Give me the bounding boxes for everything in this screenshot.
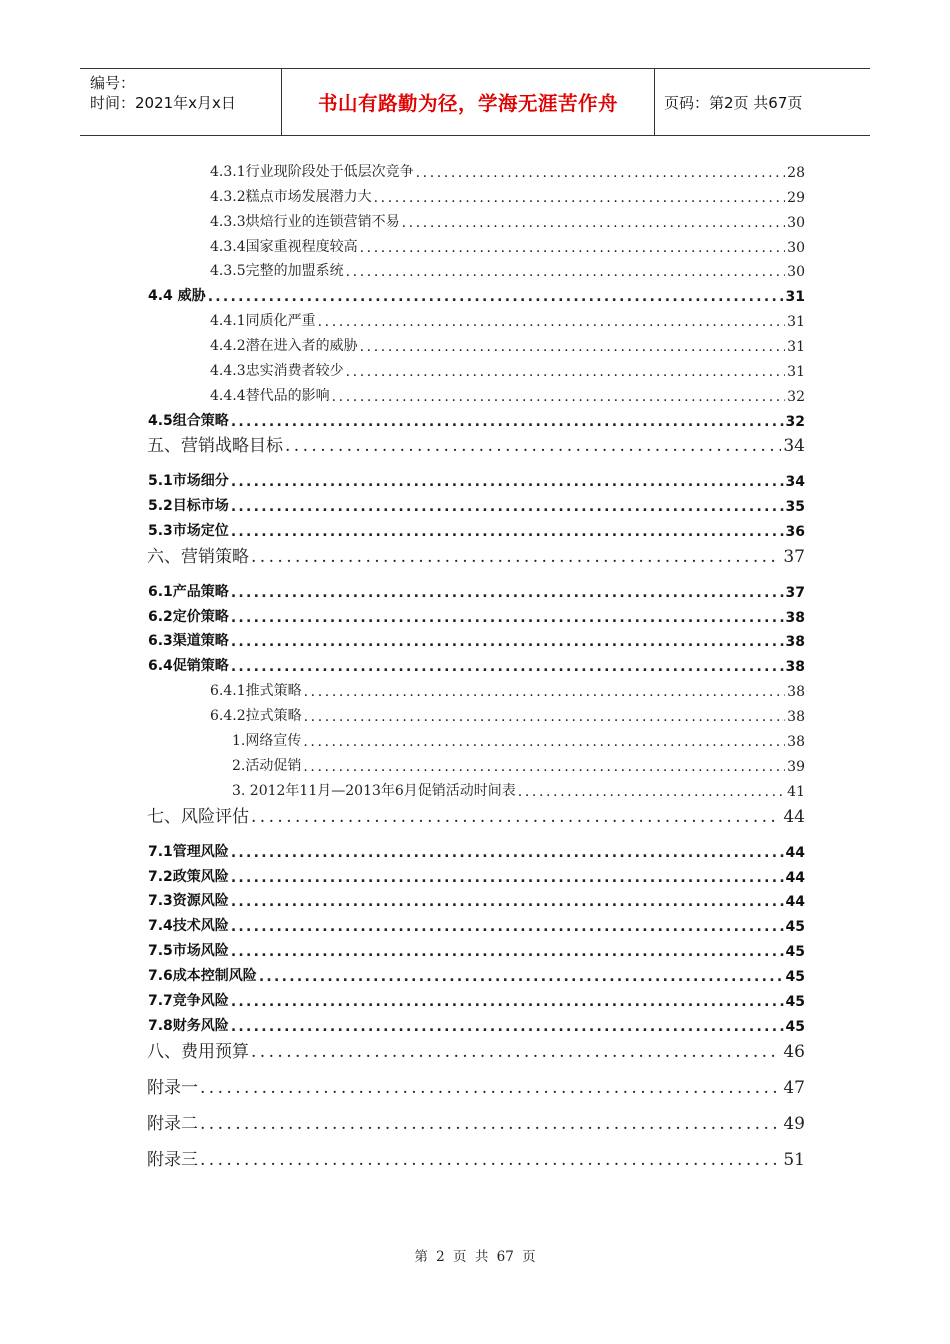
toc-leader-dots	[332, 389, 786, 405]
toc-leader-dots	[251, 547, 781, 567]
toc-entry-title: 7.3资源风险	[148, 893, 229, 909]
page-footer: 第 2 页 共 67 页	[414, 1249, 536, 1265]
toc-entry-title: 1.网络宣传	[232, 733, 302, 749]
toc-entry[interactable]	[148, 917, 805, 935]
toc-entry[interactable]	[148, 632, 805, 650]
toc-entry-page: 38	[785, 634, 805, 650]
toc-entry-page: 45	[785, 919, 805, 935]
toc-leader-dots	[200, 1150, 781, 1170]
toc-entry-title: 4.3.2糕点市场发展潜力大	[210, 189, 372, 205]
toc-entry[interactable]	[232, 732, 805, 750]
toc-entry[interactable]	[210, 682, 805, 700]
header-motto: 书山有路勤为径，学海无涯苦作舟	[317, 92, 618, 115]
toc-leader-dots	[208, 289, 784, 305]
toc-leader-dots	[231, 894, 784, 910]
toc-leader-dots	[304, 709, 786, 725]
toc-entry[interactable]	[210, 707, 805, 725]
toc-entry[interactable]	[148, 472, 805, 490]
toc-entry[interactable]	[232, 782, 805, 800]
toc-entry[interactable]	[148, 412, 805, 430]
toc-entry-title: 5.1市场细分	[148, 473, 229, 489]
header-page-info: 页码：第2页 共67页	[664, 93, 803, 112]
toc-leader-dots	[360, 339, 786, 355]
toc-entry-title: 5.2目标市场	[148, 498, 229, 514]
toc-entry-page: 30	[787, 215, 805, 231]
toc-leader-dots	[231, 610, 784, 626]
toc-entry[interactable]	[147, 1112, 805, 1134]
toc-entry-title: 7.5市场风险	[148, 943, 229, 959]
toc-leader-dots	[259, 969, 784, 985]
toc-leader-dots	[231, 1019, 784, 1035]
toc-entry-title: 五、营销战略目标	[147, 436, 283, 456]
toc-leader-dots	[231, 659, 784, 675]
toc-entry[interactable]	[148, 892, 805, 910]
toc-entry-page: 44	[785, 845, 805, 861]
toc-entry-title: 4.4.4替代品的影响	[210, 388, 330, 404]
toc-entry[interactable]	[210, 362, 805, 380]
toc-leader-dots	[374, 190, 786, 206]
toc-leader-dots	[231, 994, 784, 1010]
toc-entry-page: 44	[783, 807, 805, 827]
toc-entry[interactable]	[147, 1076, 805, 1098]
toc-entry[interactable]	[148, 608, 805, 626]
toc-entry[interactable]	[210, 337, 805, 355]
toc-leader-dots	[231, 845, 784, 861]
toc-leader-dots	[200, 1078, 781, 1098]
toc-entry-page: 39	[787, 759, 805, 775]
toc-entry-title: 7.7竞争风险	[148, 993, 229, 1009]
toc-entry-title: 4.4.1同质化严重	[210, 313, 316, 329]
toc-entry[interactable]	[148, 497, 805, 515]
toc-entry-page: 45	[785, 944, 805, 960]
toc-entry-title: 6.4.2拉式策略	[210, 708, 302, 724]
toc-leader-dots	[251, 807, 781, 827]
toc-entry-title: 4.4.3忠实消费者较少	[210, 363, 344, 379]
toc-entry[interactable]	[148, 522, 805, 540]
toc-entry-title: 2.活动促销	[232, 758, 302, 774]
toc-entry-page: 31	[787, 314, 805, 330]
toc-leader-dots	[285, 436, 781, 456]
toc-leader-dots	[303, 759, 785, 775]
toc-entry[interactable]	[210, 312, 805, 330]
toc-entry[interactable]	[148, 942, 805, 960]
toc-entry[interactable]	[210, 163, 805, 181]
toc-entry-page: 34	[783, 436, 805, 456]
toc-leader-dots	[231, 634, 784, 650]
toc-entry[interactable]	[148, 967, 805, 985]
toc-leader-dots	[251, 1042, 781, 1062]
toc-leader-dots	[346, 364, 786, 380]
toc-leader-dots	[318, 314, 786, 330]
toc-entry-page: 38	[787, 709, 805, 725]
toc-entry-title: 6.1产品策略	[148, 584, 229, 600]
toc-entry-page: 45	[785, 1019, 805, 1035]
toc-leader-dots	[231, 414, 784, 430]
toc-entry-page: 38	[787, 684, 805, 700]
toc-entry[interactable]	[148, 287, 805, 305]
toc-leader-dots	[231, 524, 784, 540]
toc-entry[interactable]	[148, 583, 805, 601]
toc-leader-dots	[231, 585, 784, 601]
toc-entry-page: 37	[785, 585, 805, 601]
toc-entry-title: 6.2定价策略	[148, 609, 229, 625]
toc-entry-page: 47	[783, 1078, 805, 1098]
header-number-label: 编号：	[90, 74, 136, 92]
toc-entry-page: 38	[785, 659, 805, 675]
toc-entry-page: 46	[783, 1042, 805, 1062]
toc-entry-page: 30	[787, 240, 805, 256]
toc-entry[interactable]	[147, 1040, 805, 1062]
toc-entry-title: 6.4促销策略	[148, 658, 229, 674]
toc-entry-title: 六、营销策略	[147, 547, 249, 567]
toc-entry-page: 34	[785, 474, 805, 490]
toc-entry-title: 6.4.1推式策略	[210, 683, 302, 699]
toc-entry-title: 附录一	[147, 1078, 198, 1098]
toc-entry-page: 31	[787, 364, 805, 380]
toc-entry-page: 45	[785, 969, 805, 985]
toc-entry[interactable]	[147, 434, 805, 456]
toc-leader-dots	[231, 499, 784, 515]
toc-leader-dots	[360, 240, 786, 256]
toc-entry-page: 29	[787, 190, 805, 206]
toc-entry-title: 4.4.2潜在进入者的威胁	[210, 338, 358, 354]
toc-entry-page: 35	[785, 499, 805, 515]
toc-entry[interactable]	[147, 805, 805, 827]
toc-entry-title: 7.4技术风险	[148, 918, 229, 934]
header-time-label: 时间：2021年x月x日	[90, 94, 236, 112]
toc-entry[interactable]	[148, 992, 805, 1010]
toc-entry[interactable]	[210, 213, 805, 231]
toc-entry-page: 32	[787, 389, 805, 405]
toc-entry-page: 45	[785, 994, 805, 1010]
toc-entry-title: 7.2政策风险	[148, 869, 229, 885]
toc-entry[interactable]	[210, 262, 805, 280]
toc-entry[interactable]	[148, 843, 805, 861]
toc-entry-page: 31	[787, 339, 805, 355]
toc-entry[interactable]	[148, 657, 805, 675]
toc-entry-title: 5.3市场定位	[148, 523, 229, 539]
toc-entry-page: 38	[785, 610, 805, 626]
toc-entry[interactable]	[210, 238, 805, 256]
toc-leader-dots	[231, 944, 784, 960]
toc-entry-page: 49	[783, 1114, 805, 1134]
toc-entry[interactable]	[148, 868, 805, 886]
toc-entry-title: 7.8财务风险	[148, 1018, 229, 1034]
toc-entry-title: 4.3.3烘焙行业的连锁营销不易	[210, 214, 400, 230]
toc-entry[interactable]	[147, 545, 805, 567]
toc-entry-page: 38	[787, 734, 805, 750]
toc-entry-title: 6.3渠道策略	[148, 633, 229, 649]
toc-entry-page: 44	[785, 870, 805, 886]
toc-entry-title: 4.3.5完整的加盟系统	[210, 263, 344, 279]
toc-leader-dots	[402, 215, 786, 231]
toc-entry-title: 4.3.1行业现阶段处于低层次竞争	[210, 164, 414, 180]
toc-leader-dots	[416, 165, 786, 181]
toc-leader-dots	[231, 870, 784, 886]
toc-entry-title: 7.6成本控制风险	[148, 968, 257, 984]
toc-leader-dots	[346, 264, 786, 280]
toc-entry-title: 4.4 威胁	[148, 288, 206, 304]
toc-entry-page: 28	[787, 165, 805, 181]
toc-entry-page: 30	[787, 264, 805, 280]
toc-entry-page: 41	[787, 784, 805, 800]
toc-entry[interactable]	[147, 1148, 805, 1170]
toc-entry-page: 32	[785, 414, 805, 430]
toc-entry-page: 31	[785, 289, 805, 305]
toc-entry[interactable]	[148, 1017, 805, 1035]
toc-entry[interactable]	[210, 188, 805, 206]
toc-leader-dots	[231, 919, 784, 935]
toc-entry-title: 4.5组合策略	[148, 413, 229, 429]
toc-entry-title: 4.3.4国家重视程度较高	[210, 239, 358, 255]
toc-leader-dots	[518, 784, 785, 800]
toc-entry-page: 36	[785, 524, 805, 540]
toc-entry-title: 附录二	[147, 1114, 198, 1134]
toc-entry-title: 附录三	[147, 1150, 198, 1170]
toc-entry-title: 八、费用预算	[147, 1042, 249, 1062]
toc-leader-dots	[231, 474, 784, 490]
toc-entry-title: 3. 2012年11月—2013年6月促销活动时间表	[232, 783, 516, 799]
toc-leader-dots	[303, 734, 785, 750]
toc-leader-dots	[200, 1114, 781, 1134]
toc-entry-page: 44	[785, 894, 805, 910]
toc-entry-title: 7.1管理风险	[148, 844, 229, 860]
toc-entry-page: 37	[783, 547, 805, 567]
toc-leader-dots	[304, 684, 786, 700]
toc-entry-title: 七、风险评估	[147, 807, 249, 827]
toc-entry-page: 51	[783, 1150, 805, 1170]
toc-entry[interactable]	[232, 757, 805, 775]
toc-entry[interactable]	[210, 387, 805, 405]
